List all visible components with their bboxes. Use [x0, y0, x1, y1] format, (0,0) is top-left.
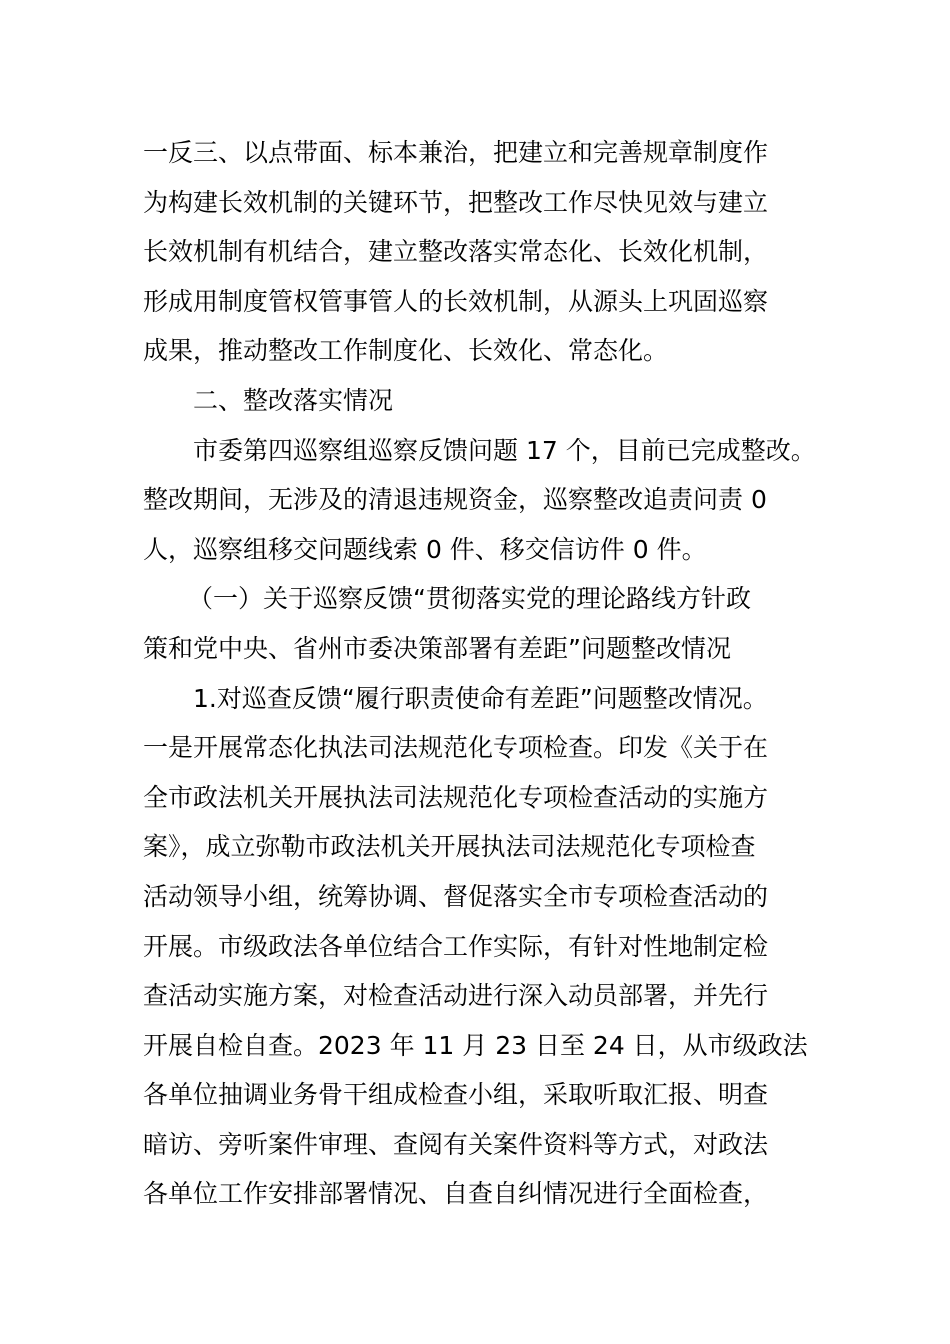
text-line: 活动领导小组，统筹协调、督促落实全市专项检查活动的 [143, 881, 769, 911]
item-heading: 1.对巡查反馈“履行职责使命有差距”问题整改情况。 [193, 683, 768, 713]
text-line: 市委第四巡察组巡察反馈问题 17 个，目前已完成整改。 [193, 435, 816, 465]
text-line: 案》，成立弥勒市政法机关开展执法司法规范化专项检查 [143, 832, 756, 862]
subsection-heading: （一）关于巡察反馈“贯彻落实党的理论路线方针政 [188, 584, 751, 614]
text-line: 各单位工作安排部署情况、自查自纠情况进行全面检查， [143, 1179, 769, 1209]
text-line: 查活动实施方案，对检查活动进行深入动员部署，并先行 [143, 981, 769, 1011]
text-line: 人，巡察组移交问题线索 0 件、移交信访件 0 件。 [143, 534, 707, 564]
text-line: 一反三、以点带面、标本兼治，把建立和完善规章制度作 [143, 138, 769, 167]
text-line: 整改期间，无涉及的清退违规资金，巡察整改追责问责 0 [143, 485, 767, 515]
text-line: 全市政法机关开展执法司法规范化专项检查活动的实施方 [143, 782, 769, 812]
document-body [143, 128, 816, 1219]
text-line: 长效机制有机结合，建立整改落实常态化、长效化机制， [143, 237, 769, 267]
text-line: 为构建长效机制的关键环节，把整改工作尽快见效与建立 [143, 187, 769, 217]
text-line: 成果，推动整改工作制度化、长效化、常态化。 [143, 336, 669, 366]
text-line: 各单位抽调业务骨干组成检查小组，采取听取汇报、明查 [143, 1080, 769, 1110]
section-heading: 二、整改落实情况 [193, 385, 394, 415]
text-line: 策和党中央、省州市委决策部署有差距”问题整改情况 [143, 633, 731, 663]
text-line: 一是开展常态化执法司法规范化专项检查。印发《关于在 [143, 733, 769, 763]
text-line: 开展。市级政法各单位结合工作实际，有针对性地制定检 [143, 931, 769, 961]
text-line: 形成用制度管权管事管人的长效机制，从源头上巩固巡察 [143, 286, 769, 316]
text-line: 开展自检自查。2023 年 11 月 23 日至 24 日，从市级政法 [143, 1030, 808, 1060]
text-line: 暗访、旁听案件审理、查阅有关案件资料等方式，对政法 [143, 1129, 769, 1159]
